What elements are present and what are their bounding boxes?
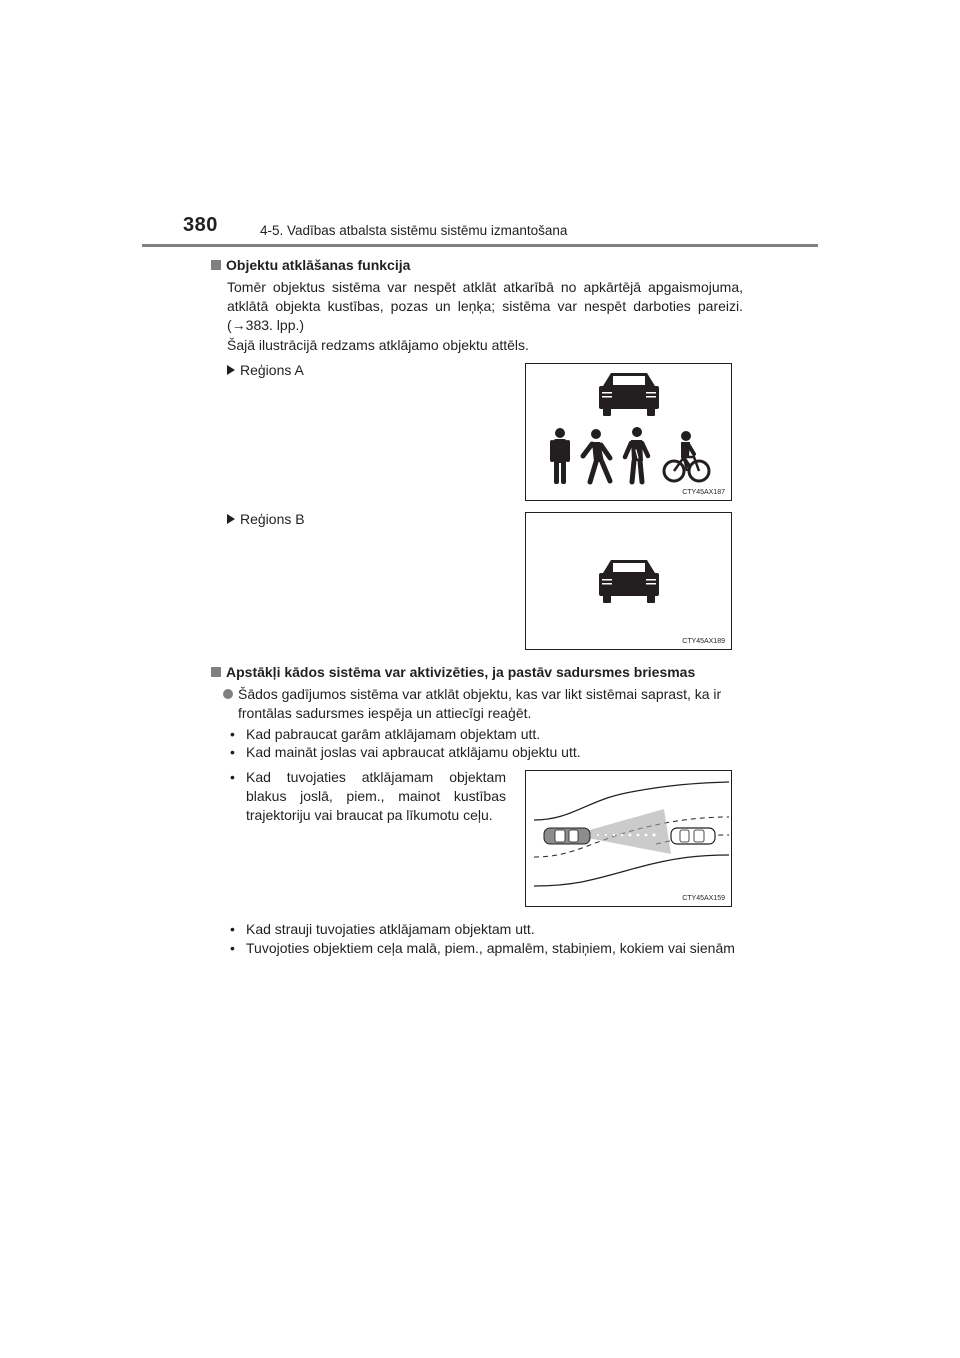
circle-bullet-text: Šādos gadījumos sistēma var atklāt objektu, kas var likt sistēmai saprast, ka ir frontālas sadursmes iespēja un attiecīgi reaģēt.	[238, 686, 722, 721]
paragraph-detection-limits: Tomēr objektus sistēma var nespēt atklāt atkarībā no apkārtējā apgaismojuma, atklātā objekta kustības, pozas un leņķa; sistēma var nespēt darboties pareizi. (→383. lpp.)	[227, 279, 743, 333]
region-b-text: Reģions B	[240, 511, 305, 527]
figure-region-b	[525, 512, 732, 650]
region-a-text: Reģions A	[240, 362, 304, 378]
region-a-label	[227, 362, 304, 378]
list-item	[230, 743, 744, 762]
car-top-view-icon	[544, 828, 590, 844]
page-number: 380	[183, 214, 218, 236]
section-heading-objects	[211, 257, 410, 273]
list-item-text: Kad pabraucat garām atklājamam objektam utt.	[246, 726, 541, 742]
figure-curved-road	[525, 770, 732, 907]
figure-region-a	[525, 363, 732, 501]
circle-bullet-icon	[223, 689, 233, 699]
list-item	[230, 939, 744, 958]
list-item-marker: •	[230, 769, 235, 785]
list-item	[230, 725, 744, 744]
square-bullet-icon	[211, 667, 221, 677]
list-item-marker: •	[230, 726, 235, 742]
list-item-text: Kad tuvojaties atklājamam objektam blakus joslā, piem., mainot kustības trajektoriju vai braucat pa līkumotu ceļu.	[246, 769, 506, 823]
list-item	[230, 920, 744, 939]
section-heading-text: Apstākļi kādos sistēma var aktivizēties, ja pastāv sadursmes briesmas	[226, 664, 696, 680]
pedestrian-icon	[625, 427, 648, 482]
pedestrian-icon	[550, 428, 570, 484]
car-front-icon	[599, 373, 659, 416]
section-heading-collision	[211, 664, 695, 680]
list-item	[230, 768, 506, 825]
list-item-marker: •	[230, 921, 235, 937]
region-b-label	[227, 511, 305, 527]
car-top-view-icon	[671, 828, 715, 844]
square-bullet-icon	[211, 260, 221, 270]
car-front-icon	[599, 560, 659, 603]
section-heading-text: Objektu atklāšanas funkcija	[226, 257, 411, 273]
list-item-text: Kad maināt joslas vai apbraucat atklājamu objektu utt.	[246, 744, 581, 760]
pedestrian-icon	[583, 429, 610, 482]
chapter-title: 4-5. Vadības atbalsta sistēmu sistēmu izmantošana	[260, 223, 568, 238]
list-item-marker: •	[230, 744, 235, 760]
figure-code: CTY45AX159	[682, 895, 725, 902]
triangle-marker-icon	[227, 514, 235, 524]
cyclist-icon	[664, 431, 709, 481]
list-item-marker: •	[230, 940, 235, 956]
triangle-marker-icon	[227, 365, 235, 375]
header-divider	[142, 244, 818, 247]
paragraph-illustration-note: Šajā ilustrācijā redzams atklājamo objektu attēls.	[227, 337, 529, 353]
figure-code: CTY45AX187	[682, 489, 725, 496]
figure-code: CTY45AX189	[682, 638, 725, 645]
circle-bullet-paragraph	[223, 685, 743, 723]
list-item-text: Kad strauji tuvojaties atklājamam objektam utt.	[246, 921, 535, 937]
list-item-text: Tuvojoties objektiem ceļa malā, piem., apmalēm, stabiņiem, kokiem vai sienām	[246, 940, 735, 956]
